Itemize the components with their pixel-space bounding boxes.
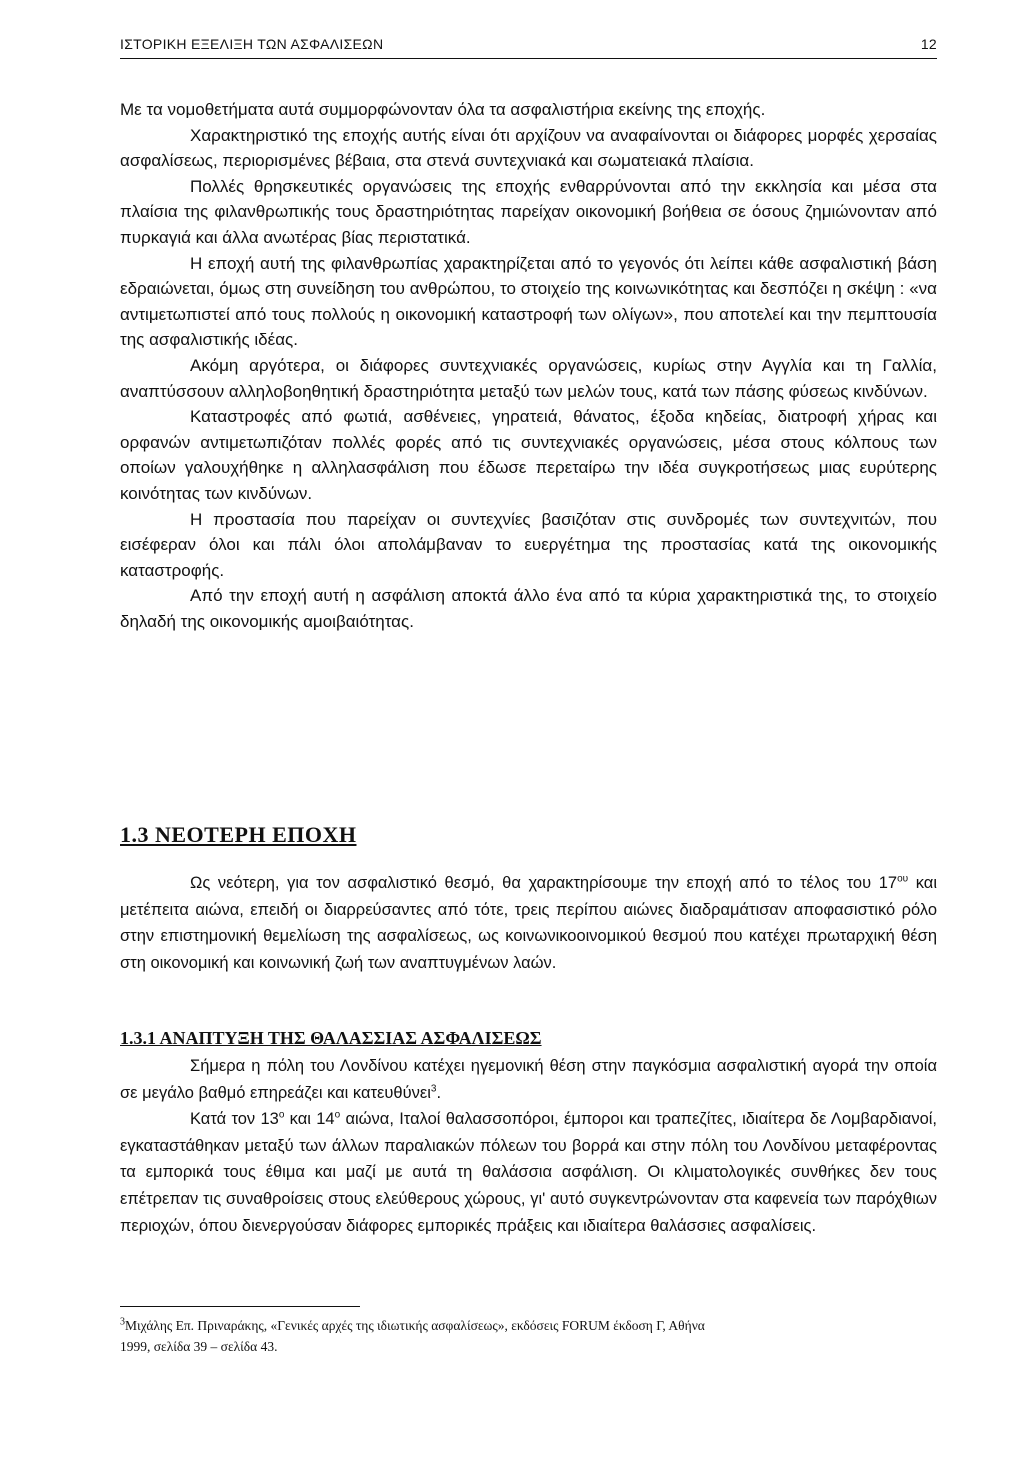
running-header (120, 36, 937, 59)
paragraph-text: και μετέπειτα αιώνα, επειδή οι διαρρεύσαντες από τότε, τρεις περίπου αιώνες διαδραμάτισαν αποφασιστικό ρόλο στην επιστημονική θεμελίωση της ασφαλίσεως, ως κοινωνικοοινομικού θεσμού που κατέχει πρωταρχική θέση στη οικονομική και κοινωνική ζωή των αναπτυγμένων λαών. (120, 874, 937, 972)
paragraph: Ακόμη αργότερα, οι διάφορες συντεχνιακές οργανώσεις, κυρίως στην Αγγλία και τη Γαλλία, αναπτύσσουν αλληλοβοηθητική δραστηριότητα μεταξύ των μελών τους, κατά των πάσης φύσεως κινδύνων. (120, 355, 937, 401)
paragraph: Καταστροφές από φωτιά, ασθένειες, γηρατειά, θάνατος, έξοδα κηδείας, διατροφή χήρας και ορφανών αντιμετωπιζόταν πολλές φορές από τις συντεχνιακές οργανώσεις, μέσα στους κόλπους των οποίων γαλουχήθηκε η αλληλασφάλιση που έδωσε περεταίρω την ιδέα συγκροτήσεως μιας ευρύτερης κοινότητας των κινδύνων. (120, 407, 937, 503)
paragraph: Η εποχή αυτή της φιλανθρωπίας χαρακτηρίζεται από το γεγονός ότι λείπει κάθε ασφαλιστική βάση εδραιώνεται, όμως στη συνείδηση του ανθρώπου, το στοιχείο της κοινωνικότητας και δεσπόζει η σκέψη : «να αντιμετωπιστεί από τους πολλούς η οικονομική καταστροφή των ολίγων», που αποτελεί και την πεμπτουσία της ασφαλιστικής ιδέας. (120, 253, 937, 350)
superscript: ου (897, 873, 909, 885)
paragraph: Χαρακτηριστικό της εποχής αυτής είναι ότι αρχίζουν να αναφαίνονται οι διάφορες μορφές χερσαίας ασφαλίσεως, περιορισμένες βέβαια, στα στενά συντεχνιακά και σωματειακά πλαίσια. (120, 125, 937, 171)
paragraph: Από την εποχή αυτή η ασφάλιση αποκτά άλλο ένα από τα κύρια χαρακτηριστικά της, το στοιχείο δηλαδή της οικονομικής αμοιβαιότητας. (120, 586, 937, 631)
paragraph-text: Κατά τον 13 (190, 1110, 279, 1129)
superscript: ο (278, 1109, 285, 1121)
footnote-marker: 3 (120, 1316, 125, 1328)
paragraph-text: . (436, 1083, 442, 1102)
paragraph (120, 1053, 937, 1106)
paragraph-text: και 14 (284, 1110, 335, 1129)
paragraph (120, 1106, 937, 1239)
paragraph (120, 870, 937, 976)
superscript: ο (334, 1109, 341, 1121)
section-3-body (120, 1053, 937, 1239)
section-1-body (120, 97, 937, 634)
paragraph-text: Ως νεότερη, για τον ασφαλιστικό θεσμό, θα χαρακτηρίσουμε την εποχή από το τέλος του 17 (190, 874, 898, 892)
footnote-reference: 3 (430, 1083, 437, 1095)
page-number: 12 (920, 36, 937, 52)
paragraph: Πολλές θρησκευτικές οργανώσεις της εποχής ενθαρρύνονται από την εκκλησία και μέσα στα πλαίσια της φιλανθρωπικής τους δραστηριότητας παρείχαν οικονομική βοήθεια σε όσους ζημιώνονταν από πυρκαγιά και άλλα ανωτέρας βίας περιστατικά. (120, 176, 937, 247)
running-header-title: ΙΣΤΟΡΙΚΗ ΕΞΕΛΙΞΗ ΤΩΝ ΑΣΦΑΛΙΣΕΩΝ (120, 36, 384, 52)
section-2-body (120, 870, 937, 976)
paragraph-text: αιώνα, Ιταλοί θαλασσοπόροι, έμποροι και τραπεζίτες, ιδιαίτερα δε Λομβαρδιανοί, εγκαταστάθηκαν μεταξύ των άλλων παραλιακών πόλεων του βορρά και στην πόλη του Λονδίνου μεταφέροντας τα εμπορικά τους έθιμα και μαζί με αυτά τη θαλάσσια ασφάλιση. Οι κλιματολογικές συνθήκες δεν τους επέτρεπαν τις συναθροίσεις στους ελεύθερους χώρους, γι' αυτό συγκεντρώνονταν στα καφενεία των παρόχθιων περιοχών, όπου διενεργούσαν διάφορες εμπορικές πράξεις και ιδιαίτερα θαλάσσιες ασφαλίσεις. (120, 1110, 937, 1235)
subsection-heading: 1.3.1 ΑΝΑΠΤΥΞΗ ΤΗΣ ΘΑΛΑΣΣΙΑΣ ΑΣΦΑΛΙΣΕΩΣ (120, 1028, 542, 1048)
footnote-continuation: 1999, σελίδα 39 – σελίδα 43. (120, 1339, 278, 1354)
paragraph: Η προστασία που παρείχαν οι συντεχνίες βασιζόταν στις συνδρομές των συντεχνιτών, που εισέφεραν όλοι και πάλι όλοι απολάμβαναν το ευεργέτημα της προστασίας κατά της οικονομικής καταστροφής. (120, 509, 937, 580)
paragraph: Με τα νομοθετήματα αυτά συμμορφώνονταν όλα τα ασφαλιστήρια εκείνης της εποχής. (120, 100, 766, 119)
footnotes (120, 1300, 937, 1357)
footnote-text: Μιχάλης Επ. Πριναράκης, «Γενικές αρχές της ιδιωτικής ασφαλίσεως», εκδόσεις FORUM έκδοση Γ, Αθήνα (125, 1318, 705, 1333)
footnote-divider (120, 1306, 360, 1307)
section-heading: 1.3 ΝΕΟΤΕΡΗ ΕΠΟΧΗ (120, 822, 357, 847)
footnote (120, 1315, 937, 1336)
paragraph-text: Σήμερα η πόλη του Λονδίνου κατέχει ηγεμονική θέση στην παγκόσμια ασφαλιστική αγορά την οποία σε μεγάλο βαθμό επηρεάζει και κατευθύνει (120, 1057, 937, 1102)
